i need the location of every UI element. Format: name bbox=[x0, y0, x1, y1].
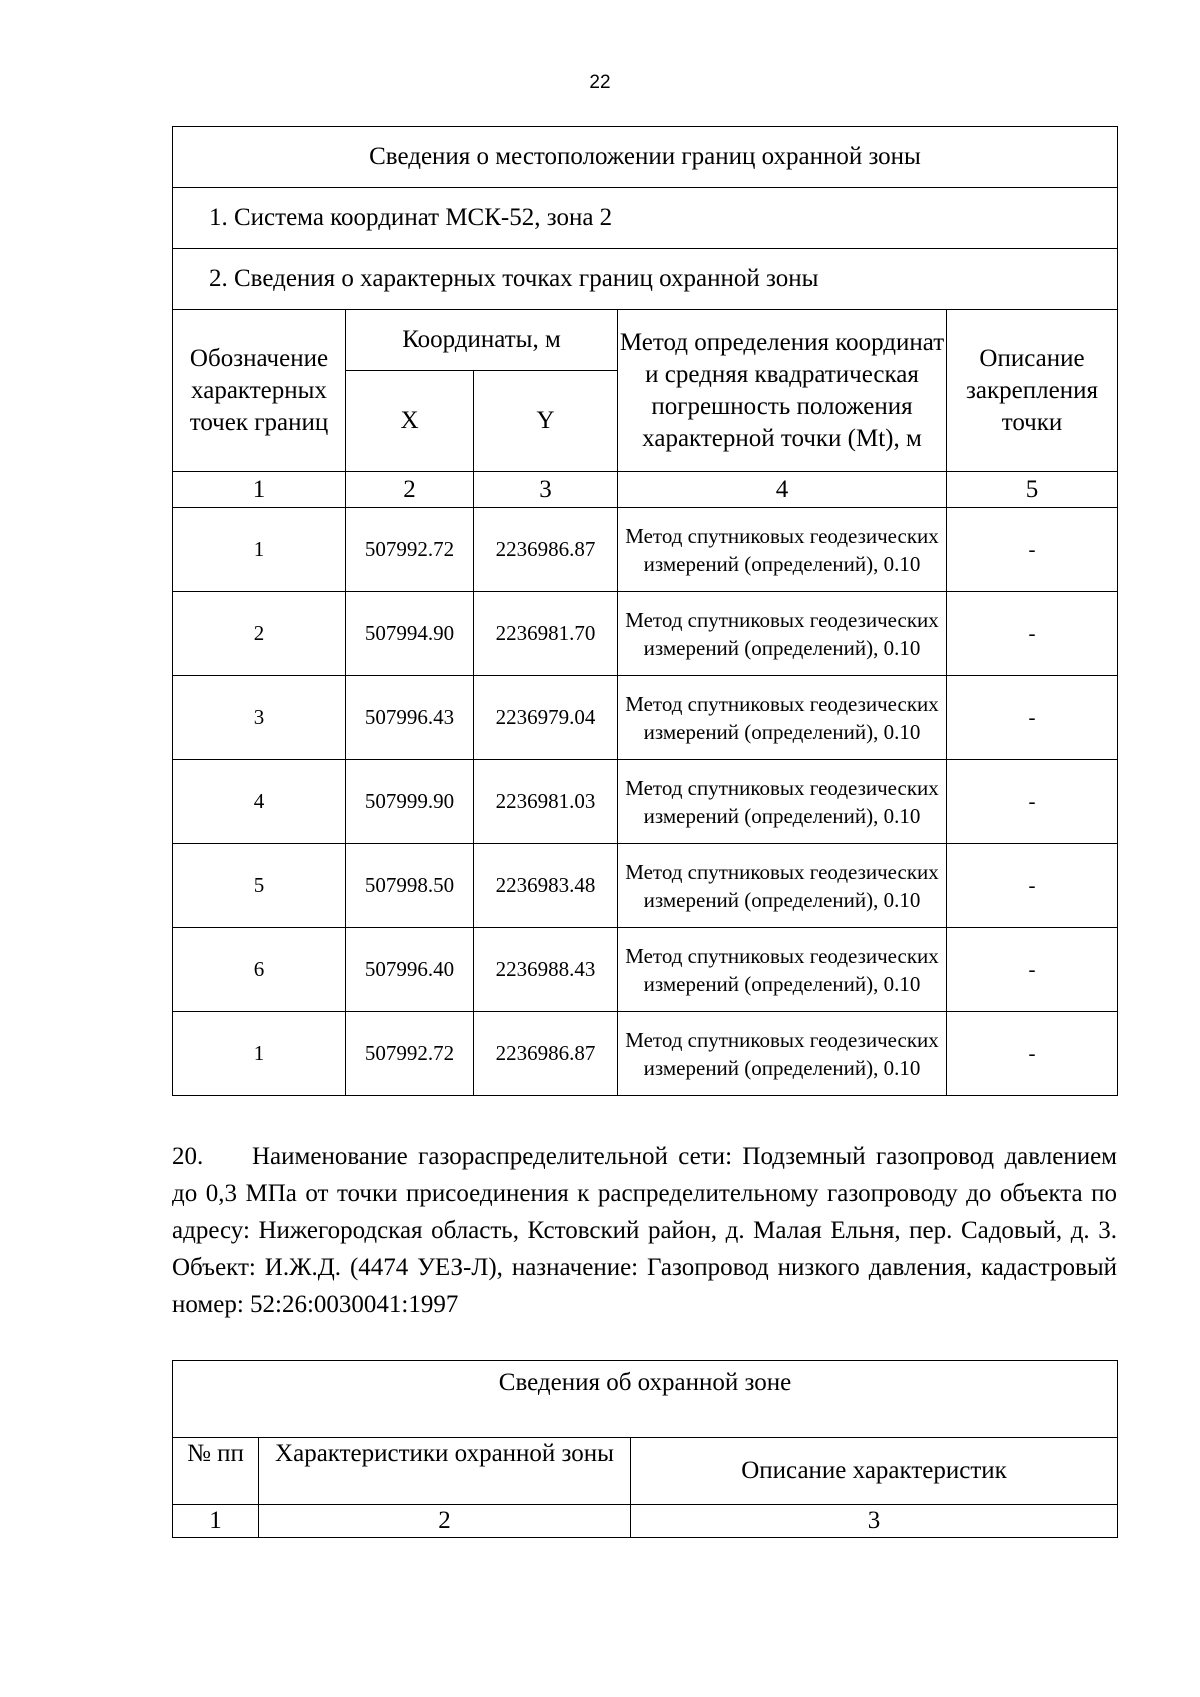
point-number: 2 bbox=[173, 592, 346, 676]
column-numbers-row bbox=[173, 1505, 1118, 1538]
table-row bbox=[173, 928, 1118, 1012]
fixing-description: - bbox=[947, 760, 1118, 844]
method-description: Метод спутниковых геодезических измерений (определений), 0.10 bbox=[618, 1012, 947, 1096]
x-coordinate: 507996.40 bbox=[346, 928, 474, 1012]
paragraph-number: 20. bbox=[172, 1143, 204, 1170]
points-section-title: 2. Сведения о характерных точках границ охранной зоны bbox=[173, 249, 1118, 310]
column-number: 1 bbox=[173, 472, 346, 508]
fixing-description: - bbox=[947, 676, 1118, 760]
column-number: 3 bbox=[474, 472, 618, 508]
y-coordinate: 2236979.04 bbox=[474, 676, 618, 760]
y-coordinate: 2236988.43 bbox=[474, 928, 618, 1012]
column-number: 1 bbox=[173, 1505, 259, 1538]
fixing-description: - bbox=[947, 508, 1118, 592]
y-coordinate: 2236986.87 bbox=[474, 508, 618, 592]
zone-info-table bbox=[172, 1360, 1118, 1538]
point-number: 3 bbox=[173, 676, 346, 760]
table-row bbox=[173, 844, 1118, 928]
fixing-description: - bbox=[947, 928, 1118, 1012]
x-coordinate: 507996.43 bbox=[346, 676, 474, 760]
y-coordinate: 2236983.48 bbox=[474, 844, 618, 928]
header-coordinates: Координаты, м bbox=[346, 310, 618, 371]
header-x: X bbox=[346, 371, 474, 472]
table-row bbox=[173, 508, 1118, 592]
column-number: 3 bbox=[631, 1505, 1118, 1538]
fixing-description: - bbox=[947, 844, 1118, 928]
table-row bbox=[173, 592, 1118, 676]
method-description: Метод спутниковых геодезических измерений (определений), 0.10 bbox=[618, 508, 947, 592]
fixing-description: - bbox=[947, 1012, 1118, 1096]
header-y: Y bbox=[474, 371, 618, 472]
table-title: Сведения о местоположении границ охранной зоны bbox=[173, 127, 1118, 188]
header-fixing-description: Описание закрепления точки bbox=[947, 310, 1118, 472]
point-number: 6 bbox=[173, 928, 346, 1012]
column-number: 2 bbox=[259, 1505, 631, 1538]
table-title: Сведения об охранной зоне bbox=[173, 1361, 1118, 1438]
method-description: Метод спутниковых геодезических измерений (определений), 0.10 bbox=[618, 844, 947, 928]
network-description-paragraph bbox=[172, 1138, 1117, 1323]
header-point-designation: Обозначение характерных точек границ bbox=[173, 310, 346, 472]
y-coordinate: 2236981.03 bbox=[474, 760, 618, 844]
method-description: Метод спутниковых геодезических измерений (определений), 0.10 bbox=[618, 928, 947, 1012]
boundary-coordinates-table bbox=[172, 126, 1118, 1096]
x-coordinate: 507999.90 bbox=[346, 760, 474, 844]
fixing-description: - bbox=[947, 592, 1118, 676]
paragraph-text: Наименование газораспределительной сети: Подземный газопровод давлением до 0,3 МПа от точки присоединения к распределительному газопроводу до объекта по адресу: Нижегородская область, Кстовский район, д. Малая Ельня, пер. Садовый, д. 3. Объект: И.Ж.Д. (4474 УЕЗ-Л), назначение: Газопровод низкого давления, кадастровый номер: 52:26:0030041:1997 bbox=[172, 1143, 1117, 1318]
x-coordinate: 507994.90 bbox=[346, 592, 474, 676]
column-numbers-row bbox=[173, 472, 1118, 508]
point-number: 1 bbox=[173, 508, 346, 592]
method-description: Метод спутниковых геодезических измерений (определений), 0.10 bbox=[618, 760, 947, 844]
table-row bbox=[173, 1012, 1118, 1096]
table-row bbox=[173, 760, 1118, 844]
point-number: 4 bbox=[173, 760, 346, 844]
column-number: 2 bbox=[346, 472, 474, 508]
header-method: Метод определения координат и средняя квадратическая погрешность положения характерной точки (Mt), м bbox=[618, 310, 947, 472]
header-characteristics: Характеристики охранной зоны bbox=[259, 1438, 631, 1505]
coordinate-system-row: 1. Система координат МСК-52, зона 2 bbox=[173, 188, 1118, 249]
method-description: Метод спутниковых геодезических измерений (определений), 0.10 bbox=[618, 592, 947, 676]
point-number: 1 bbox=[173, 1012, 346, 1096]
x-coordinate: 507992.72 bbox=[346, 508, 474, 592]
x-coordinate: 507998.50 bbox=[346, 844, 474, 928]
point-number: 5 bbox=[173, 844, 346, 928]
column-number: 4 bbox=[618, 472, 947, 508]
header-number: № пп bbox=[173, 1438, 259, 1505]
page-number: 22 bbox=[589, 72, 611, 93]
y-coordinate: 2236986.87 bbox=[474, 1012, 618, 1096]
x-coordinate: 507992.72 bbox=[346, 1012, 474, 1096]
y-coordinate: 2236981.70 bbox=[474, 592, 618, 676]
table-row bbox=[173, 676, 1118, 760]
method-description: Метод спутниковых геодезических измерений (определений), 0.10 bbox=[618, 676, 947, 760]
header-description: Описание характеристик bbox=[631, 1438, 1118, 1505]
column-number: 5 bbox=[947, 472, 1118, 508]
